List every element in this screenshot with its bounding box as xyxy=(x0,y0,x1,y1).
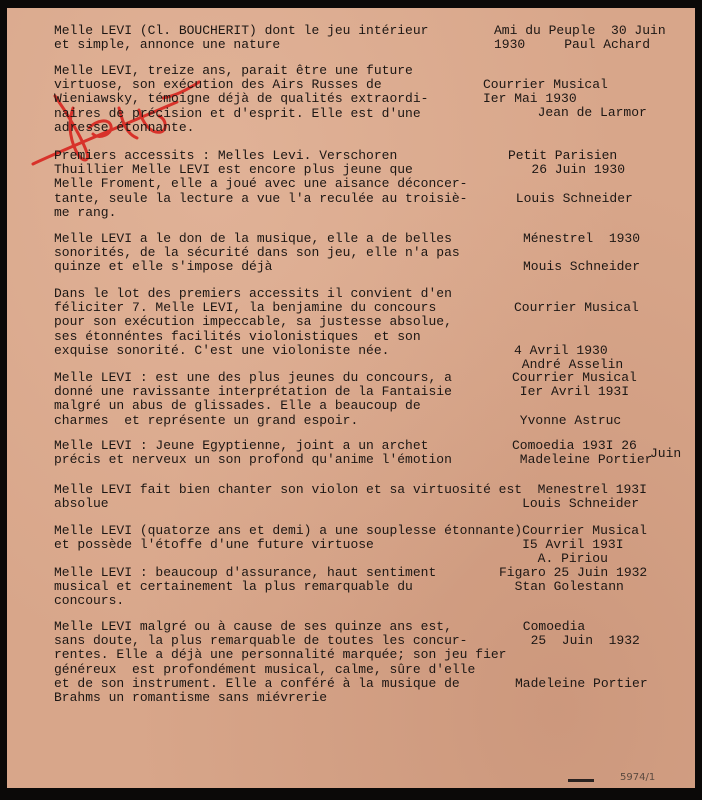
review-text: Melle LEVI a le don de la musique, elle a de belles sonorités, de la sécurité dans son jeu, elle n'a pas quinze et elle s'impose déjà xyxy=(54,231,460,275)
review-source-day: Juin xyxy=(650,446,682,461)
review-text: Melle LEVI malgré ou à cause de ses quinze ans est, sans doute, la plus remarquable de toutes les concur- rentes. Elle a déjà une personnalité marquée; son jeu fier généreux est profondément musical, calme, sûre d'elle et de son instrument. Elle a conféré à la musique de Brahms un romantisme sans miévrerie xyxy=(54,619,507,706)
review-source: Courrier Musical Ier Mai 1930 Jean de Larmor xyxy=(483,77,647,121)
review-text: Melle LEVI, treize ans, parait être une future virtuose, son exécution des Airs Russes de Wieniawsky, témoigne déjà de qualités extraordi- naires de précision et d'esprit. Elle est d'une adresse étonnante. xyxy=(54,63,429,135)
review-text: Melle LEVI (Cl. BOUCHERIT) dont le jeu intérieur et simple, annonce une nature xyxy=(54,23,429,53)
review-source: Courrier Musical 4 Avril 1930 André Asselin xyxy=(514,300,639,372)
review-source: Figaro 25 Juin 1932 Stan Golestann xyxy=(499,565,648,595)
press-clippings-sheet xyxy=(7,8,695,788)
review-text: Melle LEVI (quatorze ans et demi) a une souplesse étonnante)Courrier Musical et possède l'étoffe d'une future virtuose I5 Avril 193I A. Piriou xyxy=(54,523,647,567)
review-source: Comoedia 193I 26 Madeleine Portier xyxy=(512,438,653,468)
review-text: Melle LEVI : est une des plus jeunes du concours, a donné une ravissante interprétation de la Fantaisie malgré un abus de glissades. Elle a beaucoup de charmes et représente un grand espoir. xyxy=(54,370,452,428)
archive-number: 5974/1 xyxy=(620,772,656,783)
review-source: Ménestrel 1930 Mouis Schneider xyxy=(523,231,641,275)
review-text: Melle LEVI fait bien chanter son violon et sa virtuosité est Menestrel 193I absolue Louis Schneider xyxy=(54,482,647,512)
review-text: Melle LEVI : beaucoup d'assurance, haut sentiment musical et certainement la plus remarquable du concours. xyxy=(54,565,437,609)
review-text: Dans le lot des premiers accessits il convient d'en féliciter 7. Melle LEVI, la benjamine du concours pour son exécution impeccable, sa justesse absolue, ses étonnéntes facilités violonistiques et son exquise sonorité. C'est une violoniste née. xyxy=(54,286,452,358)
footer-dash xyxy=(568,779,594,782)
review-text: Premiers accessits : Melles Levi. Verschoren Thuillier Melle LEVI est encore plus jeune que Melle Froment, elle a joué avec une aisance déconcer- tante, seule la lecture a vue l'a reculée au troisiè- me rang. xyxy=(54,148,468,220)
review-source: Ami du Peuple 30 Juin 1930 Paul Achard xyxy=(494,23,666,53)
review-source: Comoedia 25 Juin 1932 Madeleine Portier xyxy=(515,619,648,691)
review-text: Melle LEVI : Jeune Egyptienne, joint a un archet précis et nerveux un son profond qu'anime l'émotion xyxy=(54,438,452,468)
review-source: Courrier Musical Ier Avril 193I Yvonne Astruc xyxy=(512,370,637,428)
review-source: Petit Parisien 26 Juin 1930 Louis Schneider xyxy=(508,148,633,206)
